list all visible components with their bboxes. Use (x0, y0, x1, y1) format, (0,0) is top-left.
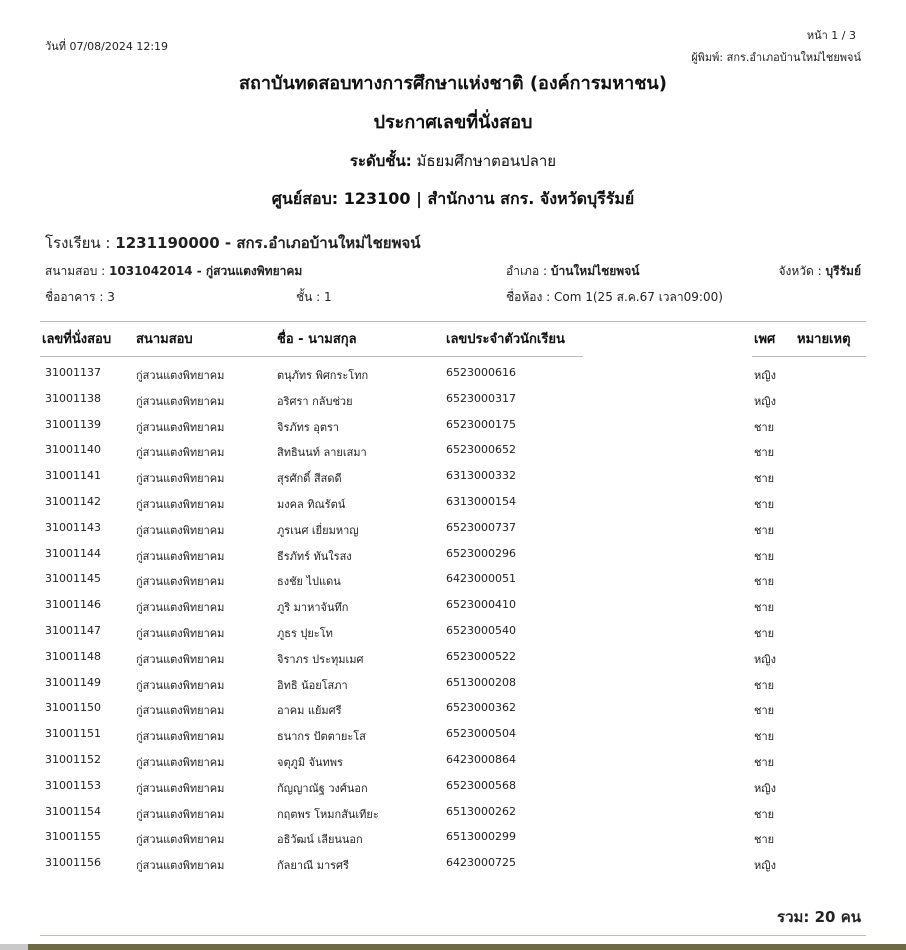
floor-value: 1 (324, 290, 332, 304)
seat-cell: 31001146 (45, 598, 101, 612)
table-row (0, 624, 906, 650)
school-label: โรงเรียน : (45, 234, 111, 252)
student-id-cell: 6313000332 (446, 469, 516, 483)
student-id-cell: 6523000522 (446, 649, 516, 663)
venue-label: สนามสอบ : (45, 264, 106, 278)
name-cell: กัญญาณัฐ วงศ์นอก (277, 781, 368, 795)
name-cell: จตุภูมิ จันทพร (277, 756, 343, 769)
table-row (0, 392, 906, 418)
name-cell: จิราภร ประทุมเมศ (277, 652, 364, 666)
table-row (0, 572, 906, 598)
table-row (0, 521, 906, 547)
level-label: ระดับชั้น: (349, 152, 412, 170)
table-row (0, 495, 906, 521)
sex-cell: ชาย (754, 627, 775, 640)
print-date: วันที่ 07/08/2024 12:19 (45, 40, 169, 53)
name-cell: อาคม แย้มศรี (277, 704, 342, 718)
student-id-cell: 6523000540 (446, 624, 516, 637)
room-value: Com 1(25 ส.ค.67 เวลา09:00) (554, 290, 723, 304)
name-cell: ภูริ มาหาจันทึก (277, 601, 349, 615)
header-sex: เพศ (754, 332, 776, 347)
building-value: 3 (107, 290, 115, 304)
sex-cell: ชาย (754, 601, 775, 615)
table-row (0, 443, 906, 469)
venue-info (45, 262, 302, 281)
sex-cell: ชาย (754, 807, 775, 821)
venue-cell: กู่สวนแตงพิทยาคม (136, 420, 225, 434)
sex-cell: ชาย (754, 549, 775, 563)
sex-cell: ชาย (754, 833, 775, 847)
student-id-cell: 6523000616 (446, 366, 516, 379)
district-label: อำเภอ : (506, 264, 548, 278)
table-row (0, 753, 906, 779)
level-value: มัธยมศึกษาตอนปลาย (416, 152, 557, 170)
seat-cell: 31001141 (45, 469, 101, 483)
sex-cell: หญิง (754, 369, 776, 382)
sex-cell: ชาย (754, 523, 775, 537)
name-cell: ภูรเนศ เยี่ยมหาญ (277, 523, 359, 537)
table-row (0, 469, 906, 495)
table-row (0, 727, 906, 753)
student-id-cell: 6523000737 (446, 520, 516, 534)
table-row (0, 779, 906, 805)
seat-cell: 31001149 (45, 675, 101, 689)
venue-cell: กู่สวนแตงพิทยาคม (136, 781, 225, 795)
venue-cell: กู่สวนแตงพิทยาคม (136, 756, 225, 769)
header-venue: สนามสอบ (136, 332, 193, 347)
student-id-cell: 6523000317 (446, 391, 516, 405)
name-cell: อริศรา กลับช่วย (277, 394, 353, 408)
seat-cell: 31001154 (45, 804, 101, 818)
sex-cell: ชาย (754, 498, 775, 511)
seat-cell: 31001148 (45, 649, 101, 663)
venue-cell: กู่สวนแตงพิทยาคม (136, 652, 225, 666)
venue-cell: กู่สวนแตงพิทยาคม (136, 807, 225, 821)
venue-cell: กู่สวนแตงพิทยาคม (136, 369, 225, 382)
venue-cell: กู่สวนแตงพิทยาคม (136, 833, 225, 847)
name-cell: จิรภัทร อุตรา (277, 420, 340, 434)
org-title: สถาบันทดสอบทางการศึกษาแห่งชาติ (องค์การมหาชน) (239, 73, 667, 94)
venue-cell: กู่สวนแตงพิทยาคม (136, 627, 225, 640)
venue-value: 1031042014 - กู่สวนแตงพิทยาคม (109, 264, 303, 278)
student-id-cell: 6313000154 (446, 495, 516, 508)
seat-cell: 31001140 (45, 443, 101, 457)
seat-cell: 31001155 (45, 830, 101, 844)
seat-cell: 31001150 (45, 701, 101, 715)
floor-label: ชั้น : (296, 290, 321, 304)
student-id-cell: 6423000725 (446, 856, 516, 870)
seat-cell: 31001152 (45, 753, 101, 766)
name-cell: สิทธินนท์ ลายเสมา (277, 446, 367, 460)
district-info (506, 262, 639, 281)
name-cell: ธงชัย ไปแดน (277, 575, 341, 589)
floor-info (296, 288, 332, 307)
table-row (0, 676, 906, 702)
room-info (506, 288, 723, 307)
name-cell: กฤตพร โหมกสันเทียะ (277, 807, 379, 821)
venue-cell: กู่สวนแตงพิทยาคม (136, 575, 225, 589)
seat-cell: 31001153 (45, 778, 101, 792)
table-row (0, 701, 906, 727)
table-row (0, 830, 906, 856)
footer-divider (40, 935, 866, 936)
province-label: จังหวัด : (778, 264, 822, 278)
table-row (0, 418, 906, 444)
venue-cell: กู่สวนแตงพิทยาคม (136, 549, 225, 563)
student-id-cell: 6523000504 (446, 727, 516, 741)
seat-cell: 31001137 (45, 366, 101, 379)
printer-name: ผู้พิมพ์: สกร.อำเภอบ้านใหม่ไชยพจน์ (691, 51, 861, 64)
header-remark: หมายเหตุ (797, 332, 851, 347)
name-cell: อธิวัฒน์ เลียนนอก (277, 833, 363, 847)
table-row (0, 650, 906, 676)
table-row (0, 547, 906, 573)
seat-cell: 31001145 (45, 572, 101, 586)
sex-cell: ชาย (754, 730, 775, 744)
seat-cell: 31001143 (45, 520, 101, 534)
window-bottom-strip (0, 944, 906, 950)
table-row (0, 366, 906, 392)
venue-cell: กู่สวนแตงพิทยาคม (136, 498, 225, 511)
student-id-cell: 6513000208 (446, 675, 516, 689)
center-value: 123100 | สำนักงาน สกร. จังหวัดบุรีรัมย์ (343, 189, 635, 208)
name-cell: มงคล ทิณรัตน์ (277, 498, 346, 511)
district-value: บ้านใหม่ไชยพจน์ (550, 264, 640, 278)
level-line (0, 149, 906, 173)
venue-cell: กู่สวนแตงพิทยาคม (136, 678, 225, 692)
student-id-cell: 6523000652 (446, 443, 516, 457)
name-cell: สุรศักดิ์ สีสดดี (277, 472, 342, 486)
table-row (0, 598, 906, 624)
sex-cell: หญิง (754, 652, 776, 666)
total-count: รวม: 20 คน (777, 908, 861, 926)
table-top-divider (40, 321, 866, 322)
table-row (0, 805, 906, 831)
name-cell: ธีรภัทร์ ทันใรสง (277, 549, 352, 563)
header-divider-right (752, 356, 866, 357)
header-divider-left (40, 356, 583, 357)
building-info (45, 288, 115, 307)
sex-cell: หญิง (754, 394, 776, 408)
seat-cell: 31001147 (45, 624, 101, 637)
venue-cell: กู่สวนแตงพิทยาคม (136, 704, 225, 718)
student-id-cell: 6513000299 (446, 830, 516, 844)
student-id-cell: 6523000296 (446, 546, 516, 560)
seat-cell: 31001139 (45, 417, 101, 431)
sex-cell: ชาย (754, 704, 775, 718)
student-id-cell: 6513000262 (446, 804, 516, 818)
venue-cell: กู่สวนแตงพิทยาคม (136, 601, 225, 615)
student-id-cell: 6523000568 (446, 778, 516, 792)
student-id-cell: 6423000864 (446, 753, 516, 766)
venue-cell: กู่สวนแตงพิทยาคม (136, 523, 225, 537)
venue-cell: กู่สวนแตงพิทยาคม (136, 472, 225, 486)
seat-cell: 31001144 (45, 546, 101, 560)
name-cell: ตนุภัทร พิศกระโทก (277, 369, 369, 382)
venue-cell: กู่สวนแตงพิทยาคม (136, 394, 225, 408)
sex-cell: หญิง (754, 781, 776, 795)
province-value: บุรีรัมย์ (825, 264, 861, 278)
table-row (0, 856, 906, 882)
student-id-cell: 6523000410 (446, 598, 516, 612)
name-cell: อิทธิ น้อยโสภา (277, 678, 348, 692)
name-cell: ธนากร ปัตตายะโส (277, 730, 366, 744)
venue-cell: กู่สวนแตงพิทยาคม (136, 446, 225, 460)
name-cell: กัลยาณี มารศรี (277, 859, 349, 873)
header-seat: เลขที่นั่งสอบ (42, 332, 112, 347)
header-name: ชื่อ - นามสกุล (277, 332, 357, 347)
school-line (45, 231, 421, 255)
seat-cell: 31001151 (45, 727, 101, 741)
page-number: หน้า 1 / 3 (806, 29, 856, 42)
sex-cell: ชาย (754, 756, 775, 769)
venue-cell: กู่สวนแตงพิทยาคม (136, 730, 225, 744)
student-id-cell: 6423000051 (446, 572, 516, 586)
student-id-cell: 6523000175 (446, 417, 516, 431)
seat-cell: 31001142 (45, 495, 101, 508)
seat-cell: 31001138 (45, 391, 101, 405)
sex-cell: ชาย (754, 678, 775, 692)
header-student-id: เลขประจำตัวนักเรียน (446, 332, 565, 347)
sex-cell: ชาย (754, 420, 775, 434)
sex-cell: ชาย (754, 575, 775, 589)
name-cell: ภูธร ปุยะโท (277, 627, 333, 640)
sex-cell: หญิง (754, 859, 776, 873)
building-label: ชื่ออาคาร : (45, 290, 104, 304)
venue-cell: กู่สวนแตงพิทยาคม (136, 859, 225, 873)
room-label: ชื่อห้อง : (506, 290, 551, 304)
school-value: 1231190000 - สกร.อำเภอบ้านใหม่ไชยพจน์ (115, 234, 421, 252)
seat-cell: 31001156 (45, 856, 101, 870)
center-label: ศูนย์สอบ: (271, 189, 339, 208)
sex-cell: ชาย (754, 446, 775, 460)
student-id-cell: 6523000362 (446, 701, 516, 715)
sex-cell: ชาย (754, 472, 775, 486)
announcement-title: ประกาศเลขที่นั่งสอบ (373, 112, 533, 133)
center-line (0, 187, 906, 212)
province-info (779, 262, 861, 281)
